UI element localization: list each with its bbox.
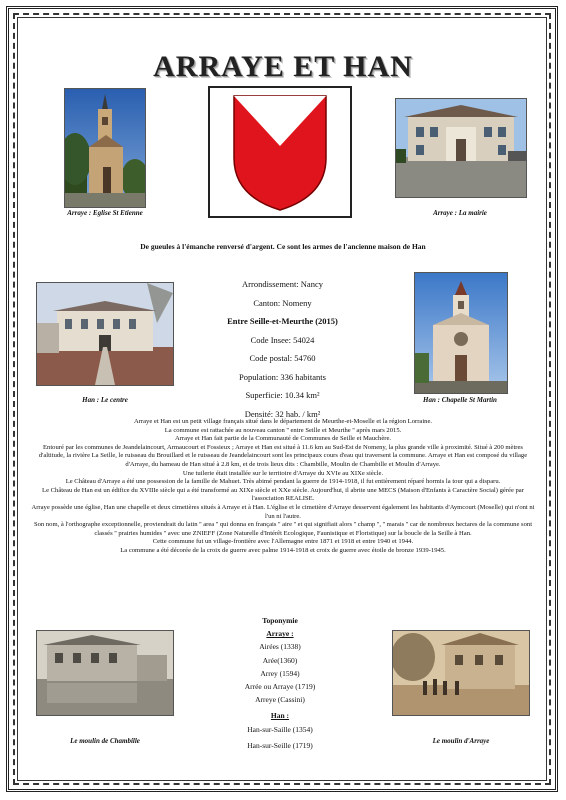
toponymie-item: Han-sur-Saille (1354) <box>247 724 313 734</box>
photo-mairie <box>395 98 527 198</box>
photo-eglise <box>64 88 146 208</box>
paragraph: Entouré par les communes de Jeandelaincourt, Armaucourt et Fossieux ; Arraye et Han est situé à 11.6 km au Sud-Est de Nomeny, la plus grande ville à proximité. Situé à 200 mètres d'altitude, la rivière La Seille, le ruisseau du Brouillard et le ruisseau de Jeandelaincourt sont les principaux cours d'eau qui traversent la commune. Arraye et Han est composé du village d'Arraye, du hameau de Han situé à 2.8 km, et de trois lieux dits : Chambille, Moulin de Chambille et Moulin d'Arraye. <box>38 443 528 468</box>
photo-han-centre <box>36 282 174 386</box>
paragraph: Son nom, à l'orthographe exceptionnelle, proviendrait du latin '' area '' qui donna en français '' aire '' et qui signifiait alors '' champ '', '' marais '' car de nombreux hectares de la commune sont classés '' prairies humides '' avec une ZNIEFF (Zone Naturelle d'Intérêt Ecologique, Faunistique et Floristique) sur la boucle de la Seille à Han. <box>33 521 533 537</box>
fact-canton: Canton: Nomeny <box>253 297 312 308</box>
toponymie-item: Arée(1360) <box>262 655 298 665</box>
paragraph: Le Château de Han est un édifice du XVIIIe siècle qui a été transformé au XIXe siècle et XXe siècle. Aujourd'hui, il abrite une MECS (Maison d'Enfants à Caractère Social) gérée par l'association REALISE. <box>42 486 524 503</box>
fact-superficie: Superficie: 10.34 km² <box>245 390 320 400</box>
toponymie-heading: Toponymie <box>262 616 298 625</box>
toponymie-item: Han-sur-Seille (1719) <box>247 740 313 750</box>
photo-chapelle <box>414 272 508 394</box>
toponymie-item: Arrée ou Arraye (1719) <box>244 682 316 692</box>
paragraph: Arraye possède une église, Han une chapelle et deux cimetières situés à Arraye et à Han. L'église et le cimetière d'Arraye desservent également les habitants d'Aymcourt (Moselle) qui n'ont ni l'un ni l'autre. <box>31 503 535 520</box>
fact-code-postal: Code postal: 54760 <box>249 353 316 363</box>
coat-of-arms <box>208 86 352 218</box>
paragraph: Cette commune fut un village-frontière avec l'Allemagne entre 1871 et 1918 et entre 1940 et 1944. <box>152 538 414 546</box>
toponymie-han-label: Han : <box>270 711 290 721</box>
paragraph: Le Château d'Arraye a été une possession de la famille de Mahuet. Très abimé pendant la guerre de 1914-1918, il fut entièrement réparé hormis la tour qui a disparu. <box>65 478 501 486</box>
toponymie-item: Airées (1338) <box>259 642 301 652</box>
paragraph: La commune a été décorée de la croix de guerre avec palme 1914-1918 et croix de guerre avec étoile de bronze 1939-1945. <box>120 546 446 554</box>
fact-code-insee: Code Insee: 54024 <box>250 334 315 345</box>
caption-han-centre: Han : Le centre <box>82 396 128 404</box>
fact-population: Population: 336 habitants <box>239 371 326 382</box>
photo-moulin-chambille <box>36 630 174 716</box>
toponymie-item: Arreye (Cassini) <box>255 695 305 705</box>
photo-moulin-arraye <box>392 630 530 716</box>
caption-chapelle: Han : Chapelle St Martin <box>423 396 497 404</box>
caption-mairie: Arraye : La mairie <box>433 209 487 217</box>
fact-densite: Densité: 32 hab. / km² <box>244 408 321 419</box>
caption-eglise: Arraye : Eglise St Etienne <box>67 209 143 217</box>
coat-of-arms-description: De gueules à l'émanche renversé d'argent. Ce sont les armes de l'ancienne maison de Han <box>140 242 426 251</box>
caption-moulin-arraye: Le moulin d'Arraye <box>432 737 490 745</box>
paragraph: Arraye et Han est un petit village français situé dans le département de Meurthe-et-Moselle et la région Lorraine. <box>133 418 433 425</box>
caption-moulin-chambille: Le moulin de Chambille <box>70 737 140 745</box>
page-title: ARRAYE ET HAN <box>153 50 413 83</box>
fact-arrondissement: Arrondissement: Nancy <box>242 279 323 289</box>
body-text <box>30 418 536 556</box>
paragraph: Arraye et Han fait partie de la Communauté de Communes de Seille et Mauchère. <box>174 435 392 443</box>
toponymie-arraye-label: Arraye : <box>266 629 294 639</box>
paragraph: Une tuilerie était installée sur le territoire d'Arraye du XVIe au XIXe siècle. <box>182 469 384 477</box>
commune-facts <box>200 275 365 423</box>
fact-intercommunalite: Entre Seille-et-Meurthe (2015) <box>227 316 338 326</box>
paragraph: La commune est rattachée au nouveau canton '' entre Seille et Meurthe '' après mars 2015. <box>164 426 402 434</box>
toponymie-item: Arrey (1594) <box>260 668 300 678</box>
toponymie <box>210 614 350 752</box>
